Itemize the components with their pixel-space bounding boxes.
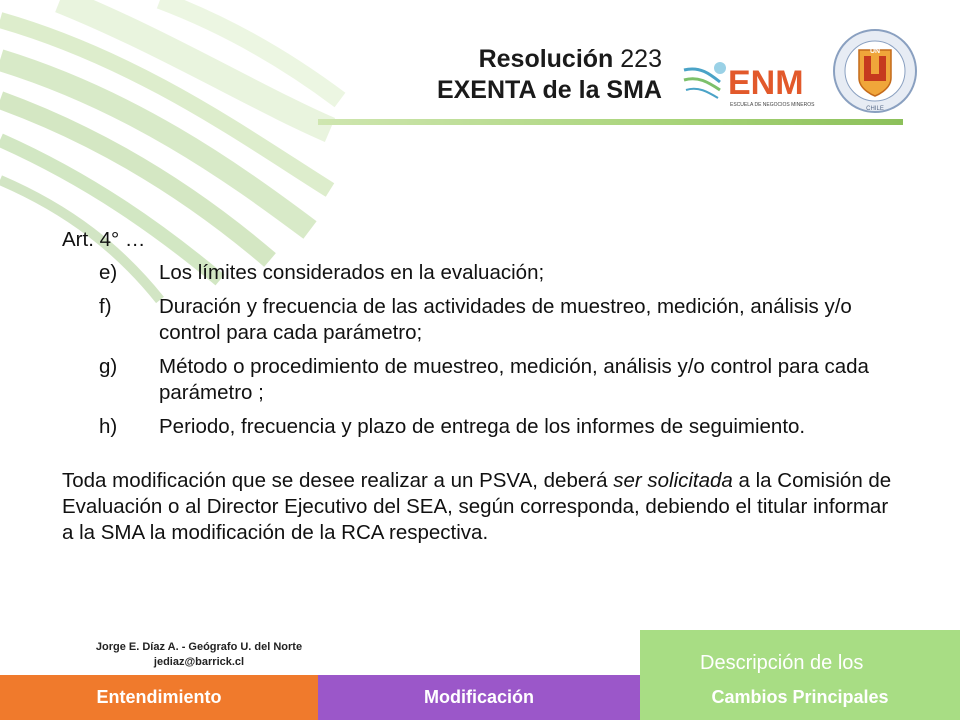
tab-entendimiento[interactable] [0,675,318,720]
slide-body [62,228,902,546]
list-item-letter: e) [99,261,118,284]
author-credit [78,640,320,670]
list-item-letter: f) [99,295,112,319]
list-item-letter: h) [99,415,118,439]
tab-entendimiento-label: Entendimiento [96,687,222,707]
modification-paragraph [62,468,902,546]
tab-cambios-label: Cambios Principales [711,687,889,707]
list-item-letter: g) [99,355,118,379]
list-item [62,354,902,406]
enm-logo-subtext: ESCUELA DE NEGOCIOS MINEROS [730,102,815,108]
paragraph-text-start: Toda modificación que se desee realizar a un PSVA, deberá [62,469,614,493]
list-item-text: Los límites considerados en la evaluación; [159,261,545,284]
author-email: jediaz@barrick.cl [153,655,245,668]
title-word: Resolución [478,45,614,73]
title-number: 223 [620,45,662,73]
list-item [62,260,902,286]
enm-logo-text: ENM [728,64,804,102]
tab-cambios-top-label: Descripción de los [700,652,864,674]
article-heading: Art. 4° … [62,228,146,251]
list-item [62,294,902,346]
paragraph-text-italic: ser solicitada [613,469,733,493]
slide-title [437,44,662,107]
seal-letters: UN [869,48,881,55]
enm-logo [680,52,830,112]
title-subline: EXENTA de la SMA [436,76,662,105]
title-underline [318,119,903,125]
list-item-text: Duración y frecuencia de las actividades de muestreo, medición, análisis y/o control para cada parámetro; [159,295,852,345]
list-item [62,414,902,440]
seal-bottom-text: CHILE [866,106,884,112]
tab-cambios-principales[interactable] [640,675,960,720]
paragraph-text-end: a la Comisión de Evaluación o al Director Ejecutivo del SEA, según corresponda, debiendo el titular informar a la SMA la modificación de la RCA respectiva. [62,469,892,545]
tab-modificacion-label: Modificación [423,687,534,707]
university-seal [832,26,918,116]
author-name: Jorge E. Díaz A. - Geógrafo U. del Norte [95,641,303,653]
tab-modificacion[interactable] [318,675,640,720]
list-item-text: Periodo, frecuencia y plazo de entrega de los informes de seguimiento. [159,415,806,439]
list-item-text: Método o procedimiento de muestreo, medición, análisis y/o control para cada parámetro ; [159,355,869,405]
